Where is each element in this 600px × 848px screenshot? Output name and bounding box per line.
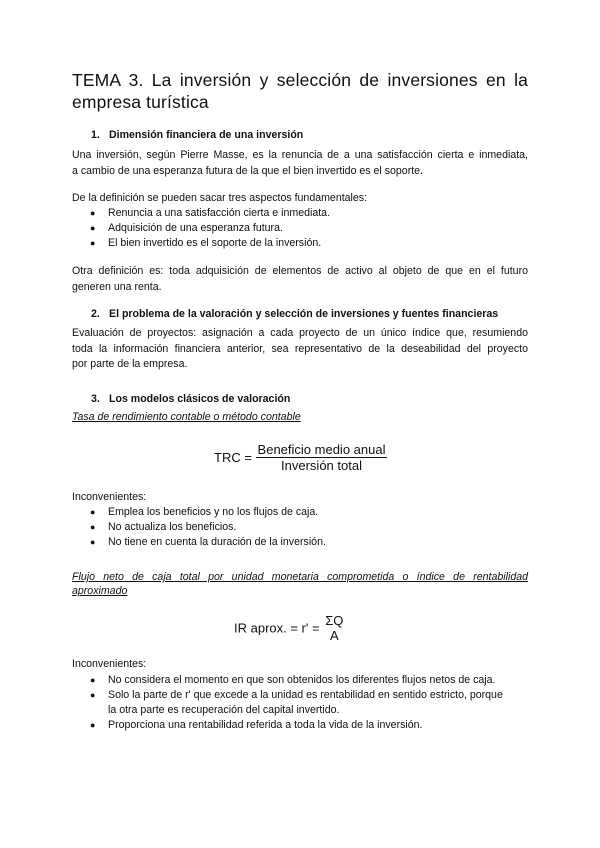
list-item-text: Adquisición de una esperanza futura. <box>108 222 283 234</box>
ir-formula <box>234 613 345 643</box>
formula-lhs: TRC = <box>214 450 252 465</box>
section-1-paragraph-1 <box>72 148 528 179</box>
bullet-icon: ● <box>90 720 96 730</box>
list-item <box>72 688 528 718</box>
list-item <box>72 520 528 535</box>
method-2-inconvenientes-label: Inconvenientes: <box>72 658 147 670</box>
method-2-bullet-list <box>72 673 528 733</box>
formula-fraction <box>323 613 345 643</box>
section-3-heading <box>91 392 290 406</box>
formula-fraction <box>256 442 388 473</box>
paragraph-line: por parte de la empresa. <box>72 358 188 371</box>
bullet-icon: ● <box>90 208 96 218</box>
formula-numerator: ΣQ <box>325 613 344 628</box>
formula-numerator: Beneficio medio anual <box>257 442 386 457</box>
section-1-bullet-list <box>72 206 528 251</box>
bullet-icon: ● <box>90 537 96 547</box>
formula-denominator: A <box>329 628 339 643</box>
page-title <box>72 69 528 113</box>
list-item <box>72 673 528 688</box>
bullet-icon: ● <box>90 522 96 532</box>
bullet-icon: ● <box>90 675 96 685</box>
list-item-text: No considera el momento en que son obtenidos los diferentes flujos netos de caja. <box>108 674 496 686</box>
bullet-icon: ● <box>90 507 96 517</box>
list-item-text: Proporciona una rentabilidad referida a toda la vida de la inversión. <box>108 719 423 731</box>
bullet-icon: ● <box>90 223 96 233</box>
bullet-icon: ● <box>90 690 96 700</box>
paragraph-line: toda la información financiera anterior, sea representativo de la deseabilidad del proyecto <box>72 342 528 355</box>
section-1-number: 1. <box>91 129 100 141</box>
section-1-paragraph-3 <box>72 264 528 295</box>
bullet-icon: ● <box>90 238 96 248</box>
title-line-1: TEMA 3. La inversión y selección de inversiones en la <box>72 70 528 90</box>
section-3-heading-text: Los modelos clásicos de valoración <box>109 393 291 405</box>
list-item-text: Renuncia a una satisfacción cierta e inmediata. <box>108 207 331 219</box>
list-item <box>72 236 528 251</box>
section-2-number: 2. <box>91 308 100 320</box>
method-1-bullet-list <box>72 505 528 550</box>
paragraph-line: Una inversión, según Pierre Masse, es la renuncia de a una satisfacción cierta e inmediata, <box>72 149 528 161</box>
list-item <box>72 221 528 236</box>
list-item <box>72 505 528 520</box>
paragraph-line: Otra definición es: toda adquisición de elementos de activo al objeto de que en el futuro <box>72 265 528 277</box>
list-item-text: la otra parte es recuperación del capital invertido. <box>108 704 340 716</box>
paragraph-line: generen una renta. <box>72 280 162 293</box>
section-2-heading <box>91 307 498 321</box>
method-1-subtitle: Tasa de rendimiento contable o método contable <box>72 411 301 423</box>
method-2-subtitle <box>72 570 528 598</box>
method-1-inconvenientes-label: Inconvenientes: <box>72 491 147 503</box>
section-3-number: 3. <box>91 393 100 405</box>
section-2-paragraph <box>72 326 528 373</box>
section-1-paragraph-2: De la definición se pueden sacar tres aspectos fundamentales: <box>72 192 368 204</box>
list-item-text: Solo la parte de r' que excede a la unidad es rentabilidad en sentido estricto, porque <box>108 689 503 701</box>
list-item <box>72 535 528 550</box>
list-item <box>72 718 528 733</box>
subtitle-line: aproximado <box>72 585 128 597</box>
list-item-text: No actualiza los beneficios. <box>108 521 237 533</box>
title-line-2: empresa turística <box>72 92 209 112</box>
list-item-text: El bien invertido es el soporte de la inversión. <box>108 237 322 249</box>
list-item <box>72 206 528 221</box>
section-2-heading-text: El problema de la valoración y selección de inversiones y fuentes financieras <box>109 308 499 320</box>
paragraph-line: Evaluación de proyectos: asignación a cada proyecto de un único índice que, resumiendo <box>72 327 528 339</box>
paragraph-line: a cambio de una esperanza futura de la que el bien invertido es el soporte. <box>72 164 424 177</box>
formula-denominator: Inversión total <box>281 458 362 473</box>
trc-formula <box>214 442 387 473</box>
list-item-text: No tiene en cuenta la duración de la inversión. <box>108 536 326 548</box>
formula-lhs: IR aprox. = r' = <box>234 620 320 636</box>
section-1-heading-text: Dimensión financiera de una inversión <box>109 129 304 141</box>
list-item-text: Emplea los beneficios y no los flujos de caja. <box>108 506 319 518</box>
section-1-heading <box>91 128 303 142</box>
subtitle-line: Flujo neto de caja total por unidad monetaria comprometida o índice de rentabilidad <box>72 571 528 583</box>
